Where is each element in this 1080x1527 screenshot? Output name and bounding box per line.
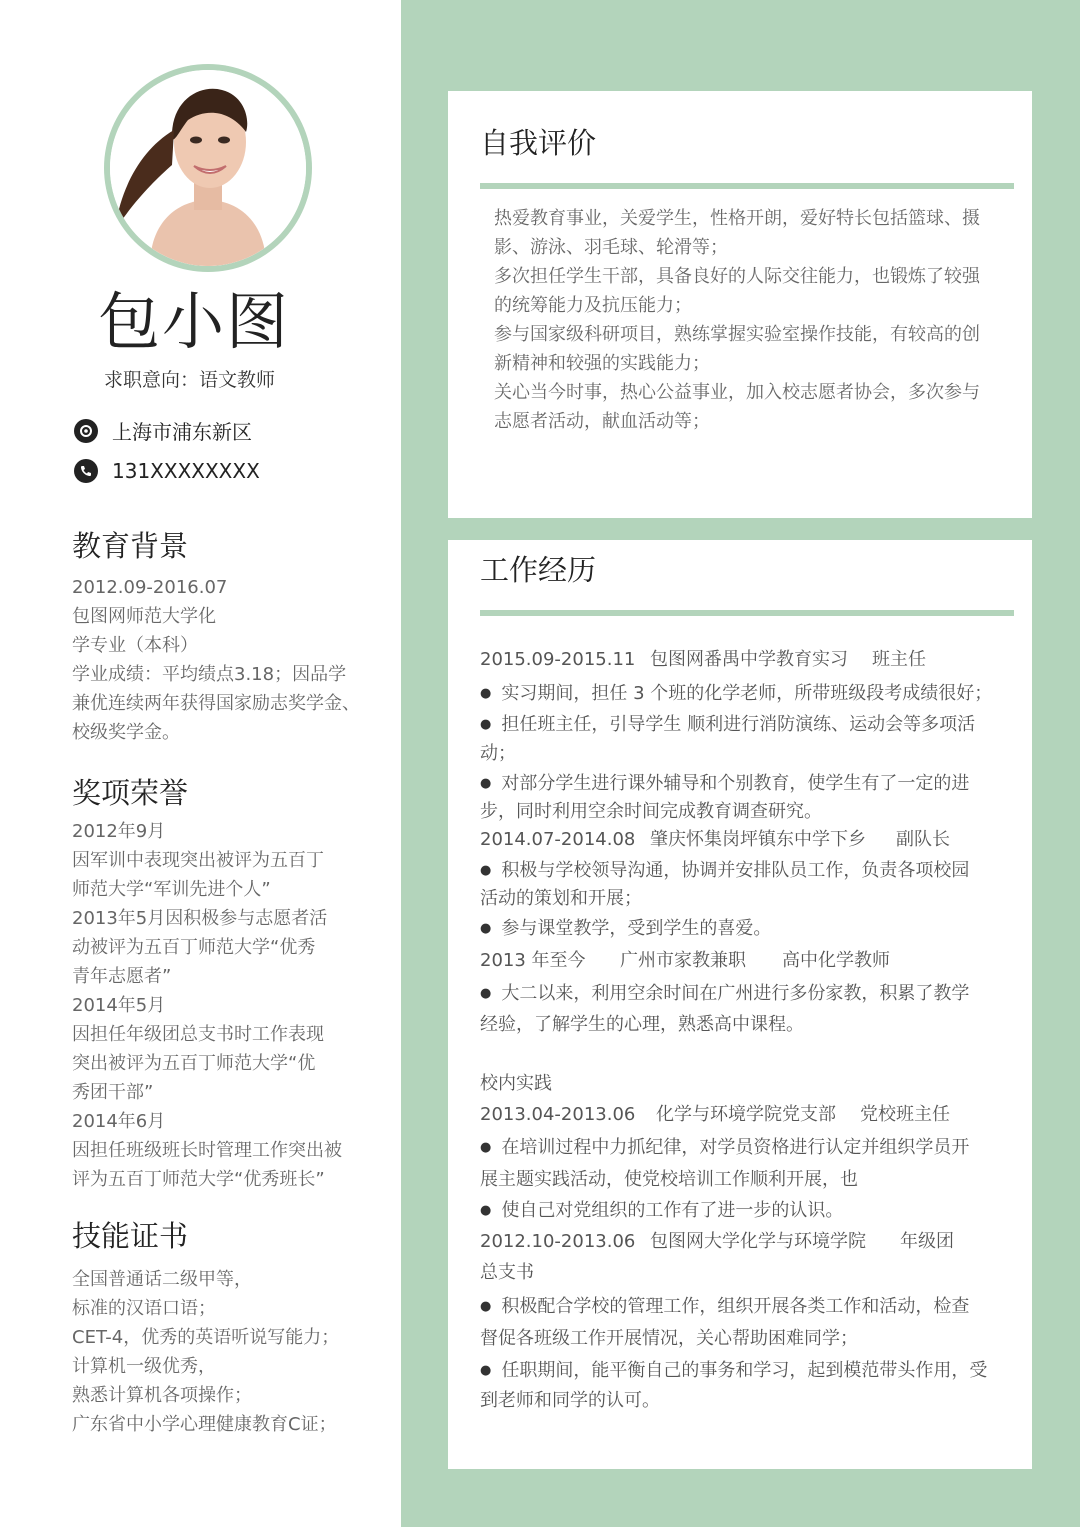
skills-line: 广东省中小学心理健康教育C证； (72, 1414, 337, 1435)
job-bullet: ● 参与课堂教学，受到学生的喜爱。 (480, 915, 771, 945)
practice-label: 校内实践 (480, 1073, 552, 1094)
skills-line: 标准的汉语口语； (72, 1298, 216, 1319)
skills-line: 熟悉计算机各项操作； (72, 1385, 252, 1406)
job-role: 副队长 (896, 829, 950, 850)
job-bullet-cont: 展主题实践活动，使党校培训工作顺利开展，也 (480, 1169, 858, 1190)
self-eval-body (494, 204, 980, 436)
job-bullet: ● 任职期间，能平衡自己的事务和学习，起到模范带头作用，受 (480, 1357, 987, 1387)
job-header (480, 1228, 954, 1256)
awards-line: 评为五百丁师范大学“优秀班长” (72, 1169, 325, 1190)
job-role: 班主任 (872, 649, 926, 670)
self-eval-line: 的统筹能力及抗压能力； (494, 295, 692, 316)
awards-line: 2013年5月因积极参与志愿者活 (72, 908, 328, 929)
job-header (480, 646, 926, 674)
job-org: 包图网大学化学与环境学院 (650, 1231, 866, 1252)
self-eval-card (448, 91, 1032, 518)
job-header (480, 1101, 950, 1129)
job-bullet: ● 积极配合学校的管理工作，组织开展各类工作和活动，检查 (480, 1293, 969, 1323)
job-bullet: ● 大二以来，利用空余时间在广州进行多份家教，积累了教学 (480, 980, 969, 1010)
education-line: 学业成绩：平均绩点3.18；因品学 (72, 664, 347, 685)
job-org: 广州市家教兼职 (620, 950, 746, 971)
job-header (480, 826, 950, 854)
awards-line: 突出被评为五百丁师范大学“优 (72, 1053, 316, 1074)
job-bullet: ● 对部分学生进行课外辅导和个别教育，使学生有了一定的进 (480, 770, 969, 800)
job-date: 2013 年至今 (480, 950, 586, 971)
candidate-name: 包小图 (98, 285, 291, 358)
location-text: 上海市浦东新区 (112, 420, 252, 444)
location-pin-icon (74, 419, 98, 443)
skills-title: 技能证书 (72, 1219, 189, 1253)
awards-line: 因担任年级团总支书时工作表现 (72, 1024, 324, 1045)
skills-line: CET-4，优秀的英语听说写能力； (72, 1327, 340, 1348)
job-bullet: ● 实习期间，担任 3 个班的化学老师，所带班级段考成绩很好； (480, 680, 992, 710)
job-date: 2014.07-2014.08 (480, 829, 636, 850)
job-org: 肇庆怀集岗坪镇东中学下乡 (650, 829, 866, 850)
job-bullet-cont: 督促各班级工作开展情况，关心帮助困难同学； (480, 1328, 858, 1349)
job-org: 化学与环境学院党支部 (656, 1104, 836, 1125)
contact-location (74, 416, 252, 445)
awards-line: 青年志愿者” (72, 966, 172, 987)
job-date: 2013.04-2013.06 (480, 1104, 636, 1125)
education-title: 教育背景 (72, 529, 189, 563)
self-eval-line: 参与国家级科研项目，熟练掌握实验室操作技能，有较高的创 (494, 324, 980, 345)
job-bullet-cont: 经验，了解学生的心理，熟悉高中课程。 (480, 1014, 804, 1035)
job-bullet: ● 在培训过程中力抓纪律，对学员资格进行认定并组织学员开 (480, 1134, 969, 1164)
job-role: 高中化学教师 (782, 950, 890, 971)
education-body (72, 573, 360, 747)
awards-line: 秀团干部” (72, 1082, 154, 1103)
awards-line: 动被评为五百丁师范大学“优秀 (72, 937, 316, 958)
awards-line: 因军训中表现突出被评为五百丁 (72, 850, 324, 871)
contact-phone (74, 459, 260, 483)
job-bullet-cont: 动； (480, 743, 516, 764)
skills-line: 计算机一级优秀， (72, 1356, 216, 1377)
phone-text: 131XXXXXXXX (112, 459, 260, 483)
skills-body (72, 1265, 352, 1439)
job-intent: 求职意向：语文教师 (104, 369, 276, 391)
self-eval-line: 多次担任学生干部，具备良好的人际交往能力，也锻炼了较强 (494, 266, 980, 287)
self-eval-line: 热爱教育事业，关爱学生，性格开朗，爱好特长包括篮球、摄 (494, 208, 980, 229)
education-line: 兼优连续两年获得国家励志奖学金、 (72, 693, 360, 714)
avatar (110, 70, 306, 266)
awards-line: 2012年9月 (72, 821, 166, 842)
education-line: 2012.09-2016.07 (72, 577, 228, 598)
awards-line: 2014年6月 (72, 1111, 166, 1132)
awards-title: 奖项荣誉 (72, 776, 189, 810)
education-line: 校级奖学金。 (72, 722, 180, 743)
job-org: 包图网番禺中学教育实习 (650, 649, 848, 670)
job-role: 年级团 (900, 1231, 954, 1252)
self-eval-line: 志愿者活动，献血活动等； (494, 411, 710, 432)
work-divider (480, 610, 1014, 616)
awards-line: 2014年5月 (72, 995, 166, 1016)
job-bullet: ● 使自己对党组织的工作有了进一步的认识。 (480, 1197, 843, 1227)
education-line: 学专业（本科） (72, 635, 198, 656)
work-title: 工作经历 (480, 553, 597, 587)
job-bullet: ● 积极与学校领导沟通，协调并安排队员工作，负责各项校园 (480, 857, 969, 887)
education-line: 包图网师范大学化 (72, 606, 216, 627)
job-date: 2012.10-2013.06 (480, 1231, 636, 1252)
phone-icon (74, 459, 98, 483)
job-bullet-cont: 活动的策划和开展； (480, 888, 642, 909)
awards-body (72, 817, 352, 1194)
job-bullet: ● 担任班主任，引导学生 顺利进行消防演练、运动会等多项活 (480, 711, 975, 741)
self-eval-line: 新精神和较强的实践能力； (494, 353, 710, 374)
self-eval-divider (480, 183, 1014, 189)
job-role-cont: 总支书 (480, 1262, 534, 1283)
job-header (480, 947, 890, 975)
self-eval-line: 影、游泳、羽毛球、轮滑等； (494, 237, 728, 258)
self-eval-title: 自我评价 (480, 126, 597, 160)
skills-line: 全国普通话二级甲等， (72, 1269, 252, 1290)
self-eval-line: 关心当今时事，热心公益事业，加入校志愿者协会，多次参与 (494, 382, 980, 403)
portrait-photo (110, 70, 306, 266)
awards-line: 师范大学“军训先进个人” (72, 879, 271, 900)
job-role: 党校班主任 (860, 1104, 950, 1125)
awards-line: 因担任班级班长时管理工作突出被 (72, 1140, 342, 1161)
job-bullet-cont: 步，同时利用空余时间完成教育调查研究。 (480, 801, 822, 822)
job-date: 2015.09-2015.11 (480, 649, 636, 670)
job-bullet-cont: 到老师和同学的认可。 (480, 1390, 660, 1411)
